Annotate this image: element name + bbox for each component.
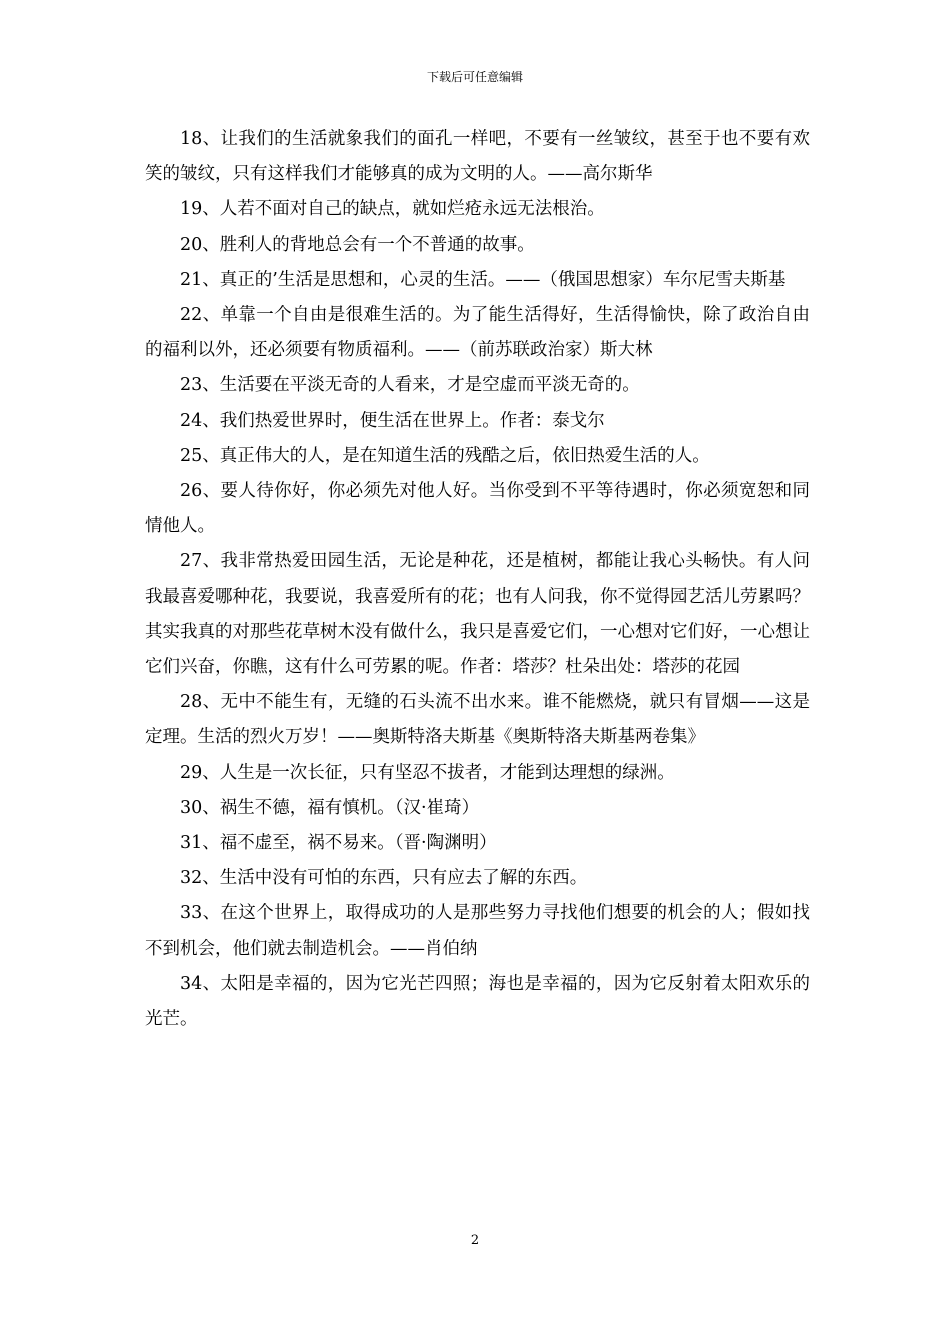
quote-paragraph-20: 20、胜利人的背地总会有一个不普通的故事。 xyxy=(180,234,535,255)
page-header: 下载后可任意编辑 xyxy=(426,70,523,84)
quote-paragraph-23: 23、生活要在平淡无奇的人看来，才是空虚而平淡无奇的。 xyxy=(180,375,640,396)
quote-paragraph-24: 24、我们热爱世界时，便生活在世界上。作者：泰戈尔 xyxy=(180,410,605,431)
quote-paragraph-26: 26、要人待你好，你必须先对他人好。当你受到不平等待遇时，你必须宽恕和同情他人。 xyxy=(145,481,810,537)
quote-paragraph-18: 18、让我们的生活就象我们的面孔一样吧，不要有一丝皱纹，甚至于也不要有欢笑的皱纹，只有这样我们才能够真的成为文明的人。——高尔斯华 xyxy=(145,129,810,185)
quote-paragraph-27: 27、我非常热爱田园生活，无论是种花，还是植树，都能让我心头畅快。有人问我最喜爱哪种花，我要说，我喜爱所有的花；也有人问我，你不觉得园艺活儿劳累吗？其实我真的对那些花草树木没有做什么，我只是喜爱它们，一心想对它们好，一心想让它们兴奋，你瞧，这有什么可劳累的呢。作者：塔莎？杜朵出处：塔莎的花园 xyxy=(145,551,810,678)
quote-paragraph-28: 28、无中不能生有，无缝的石头流不出水来。谁不能燃烧，就只有冒烟——这是定理。生活的烈火万岁！——奥斯特洛夫斯基《奥斯特洛夫斯基两卷集》 xyxy=(145,692,810,748)
quote-paragraph-33: 33、在这个世界上，取得成功的人是那些努力寻找他们想要的机会的人；假如找不到机会，他们就去制造机会。——肖伯纳 xyxy=(145,903,810,959)
quote-paragraph-31: 31、福不虚至，祸不易来。（晋·陶渊明） xyxy=(180,833,497,854)
quote-paragraph-21: 21、真正的’生活是思想和，心灵的生活。——（俄国思想家）车尔尼雪夫斯基 xyxy=(180,269,786,290)
quote-paragraph-22: 22、单靠一个自由是很难生活的。为了能生活得好，生活得愉快，除了政治自由的福利以外，还必须要有物质福利。——（前苏联政治家）斯大林 xyxy=(145,305,810,361)
page-number: 2 xyxy=(470,1233,480,1248)
quote-paragraph-30: 30、祸生不德，福有慎机。（汉·崔琦） xyxy=(180,797,480,818)
quote-paragraph-34: 34、太阳是幸福的，因为它光芒四照；海也是幸福的，因为它反射着太阳欢乐的光芒。 xyxy=(145,973,810,1030)
quote-paragraph-19: 19、人若不面对自己的缺点，就如烂疮永远无法根治。 xyxy=(180,199,605,220)
quote-paragraph-32: 32、生活中没有可怕的东西，只有应去了解的东西。 xyxy=(180,868,588,889)
quote-paragraph-25: 25、真正伟大的人，是在知道生活的残酷之后，依旧热爱生活的人。 xyxy=(180,445,710,466)
document-body xyxy=(145,122,810,1037)
quote-paragraph-29: 29、人生是一次长征，只有坚忍不拔者，才能到达理想的绿洲。 xyxy=(180,762,675,783)
